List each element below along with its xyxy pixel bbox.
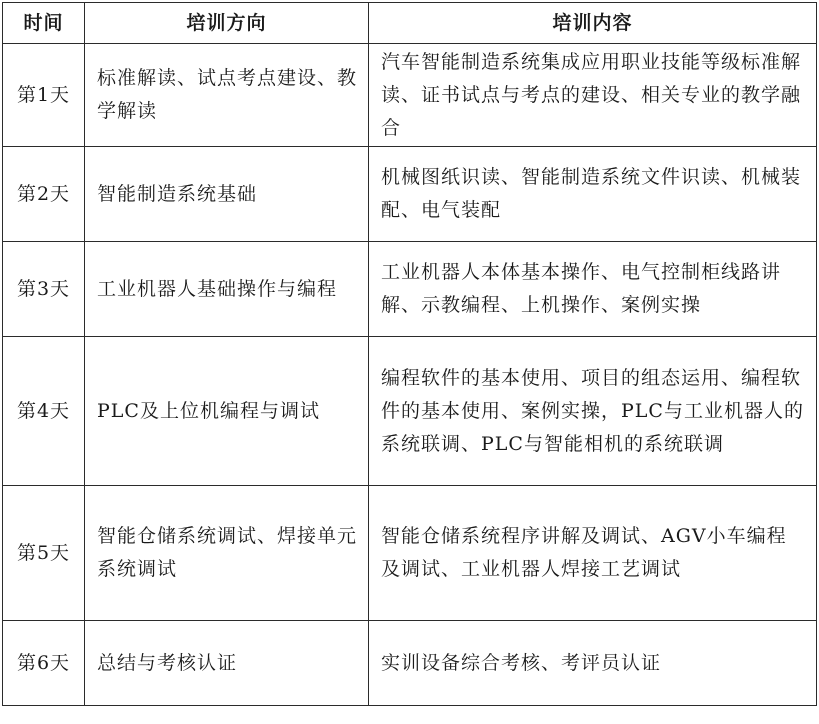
direction-cell: 智能制造系统基础 <box>85 147 369 242</box>
table-row <box>3 621 817 706</box>
direction-cell: PLC及上位机编程与调试 <box>85 337 369 486</box>
content-cell: 汽车智能制造系统集成应用职业技能等级标准解读、证书试点与考点的建设、相关专业的教学融合 <box>369 44 817 147</box>
table-row <box>3 147 817 242</box>
content-cell: 实训设备综合考核、考评员认证 <box>369 621 817 706</box>
table-row <box>3 44 817 147</box>
table-header <box>3 3 817 44</box>
table-row <box>3 486 817 621</box>
header-content: 培训内容 <box>369 3 817 44</box>
header-time: 时间 <box>3 3 85 44</box>
day-cell: 第2天 <box>3 147 85 242</box>
day-cell: 第1天 <box>3 44 85 147</box>
direction-cell: 智能仓储系统调试、焊接单元系统调试 <box>85 486 369 621</box>
content-cell: 智能仓储系统程序讲解及调试、AGV小车编程及调试、工业机器人焊接工艺调试 <box>369 486 817 621</box>
direction-cell: 标准解读、试点考点建设、教学解读 <box>85 44 369 147</box>
header-direction: 培训方向 <box>85 3 369 44</box>
header-row <box>3 3 817 44</box>
day-cell: 第5天 <box>3 486 85 621</box>
training-schedule-table <box>2 2 817 706</box>
direction-cell: 总结与考核认证 <box>85 621 369 706</box>
day-cell: 第4天 <box>3 337 85 486</box>
table-row <box>3 242 817 337</box>
day-cell: 第6天 <box>3 621 85 706</box>
content-cell: 机械图纸识读、智能制造系统文件识读、机械装配、电气装配 <box>369 147 817 242</box>
table-body <box>3 44 817 706</box>
direction-cell: 工业机器人基础操作与编程 <box>85 242 369 337</box>
table-row <box>3 337 817 486</box>
content-cell: 编程软件的基本使用、项目的组态运用、编程软件的基本使用、案例实操，PLC与工业机器人的系统联调、PLC与智能相机的系统联调 <box>369 337 817 486</box>
content-cell: 工业机器人本体基本操作、电气控制柜线路讲解、示教编程、上机操作、案例实操 <box>369 242 817 337</box>
day-cell: 第3天 <box>3 242 85 337</box>
